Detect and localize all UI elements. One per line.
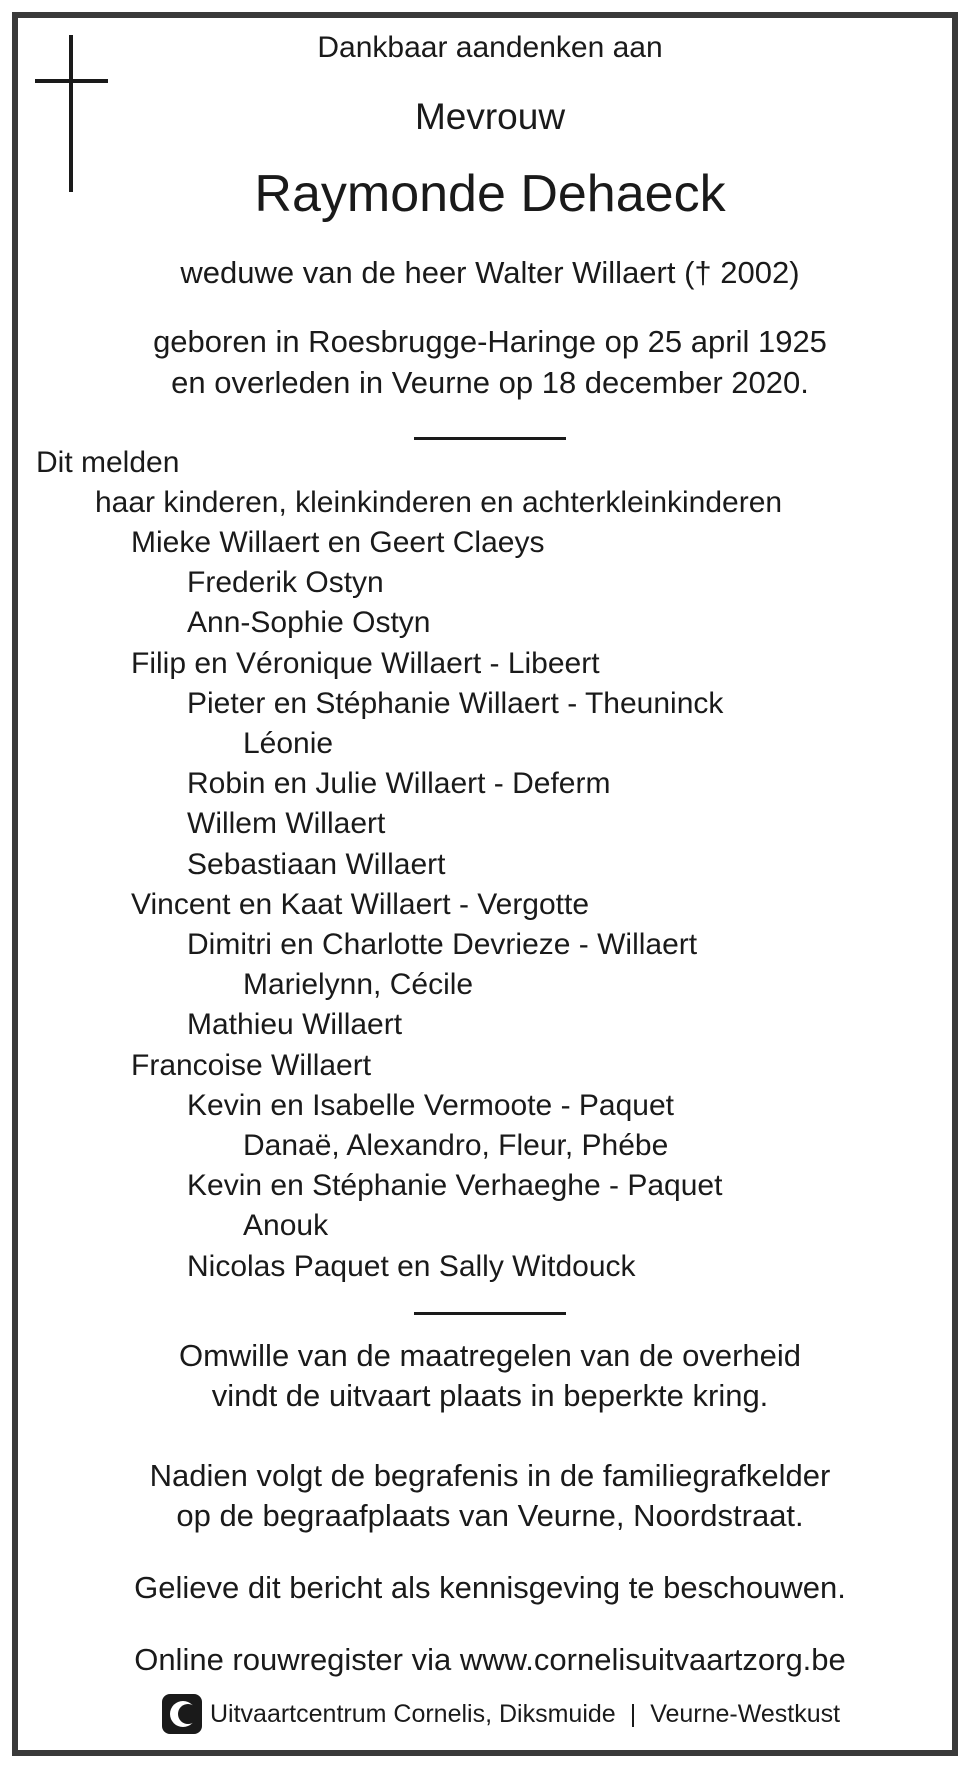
family-line: Anouk: [243, 1209, 329, 1242]
company-name: Uitvaartcentrum Cornelis, Diksmuide: [210, 1699, 616, 1728]
footer: [160, 1690, 840, 1738]
family-line: Marielynn, Cécile: [243, 968, 474, 1001]
family-line: Sebastiaan Willaert: [187, 848, 446, 881]
spouse-line: weduwe van de heer Walter Willaert († 2002): [180, 255, 800, 290]
divider: [414, 1312, 566, 1315]
family-line: Francoise Willaert: [131, 1049, 372, 1082]
family-line: Vincent en Kaat Willaert - Vergotte: [131, 888, 590, 921]
burial-line-2: op de begraafplaats van Veurne, Noordstraat.: [176, 1498, 804, 1533]
family-subtitle: haar kinderen, kleinkinderen en achterkleinkinderen: [95, 486, 783, 519]
family-line: Willem Willaert: [187, 807, 386, 840]
intro-text: Dankbaar aandenken aan: [317, 31, 663, 64]
family-line: Mathieu Willaert: [187, 1008, 403, 1041]
family-line: Frederik Ostyn: [187, 566, 384, 599]
deceased-name: Raymonde Dehaeck: [254, 165, 726, 223]
measures-line-2: vindt de uitvaart plaats in beperkte kring.: [211, 1378, 769, 1413]
family-line: Kevin en Stéphanie Verhaeghe - Paquet: [187, 1169, 723, 1202]
death-line: en overleden in Veurne op 18 december 2020.: [171, 365, 809, 400]
announce-text: Dit melden: [36, 446, 180, 479]
cross-icon-bar: [35, 79, 108, 83]
salutation: Mevrouw: [414, 96, 566, 137]
family-line: Pieter en Stéphanie Willaert - Theuninck: [187, 687, 724, 720]
family-line: Kevin en Isabelle Vermoote - Paquet: [187, 1089, 674, 1122]
notice-line: Gelieve dit bericht als kennisgeving te beschouwen.: [134, 1570, 846, 1605]
footer-separator: |: [629, 1699, 637, 1728]
family-line: Nicolas Paquet en Sally Witdouck: [187, 1250, 636, 1283]
online-register-line: Online rouwregister via www.cornelisuitvaartzorg.be: [134, 1642, 846, 1677]
family-line: Danaë, Alexandro, Fleur, Phébe: [243, 1129, 669, 1162]
family-line: Filip en Véronique Willaert - Libeert: [131, 647, 600, 680]
cornelis-logo-icon: [160, 1692, 204, 1736]
family-line: Robin en Julie Willaert - Deferm: [187, 767, 611, 800]
family-line: Dimitri en Charlotte Devrieze - Willaert: [187, 928, 698, 961]
birth-line: geboren in Roesbrugge-Haringe op 25 april 1925: [153, 324, 827, 359]
company-location: Veurne-Westkust: [650, 1699, 841, 1728]
burial-line-1: Nadien volgt de begrafenis in de familiegrafkelder: [149, 1458, 831, 1493]
family-line: Ann-Sophie Ostyn: [187, 606, 431, 639]
family-line: Mieke Willaert en Geert Claeys: [131, 526, 545, 559]
measures-line-1: Omwille van de maatregelen van de overheid: [178, 1338, 802, 1373]
divider: [414, 437, 566, 440]
family-line: Léonie: [243, 727, 334, 760]
